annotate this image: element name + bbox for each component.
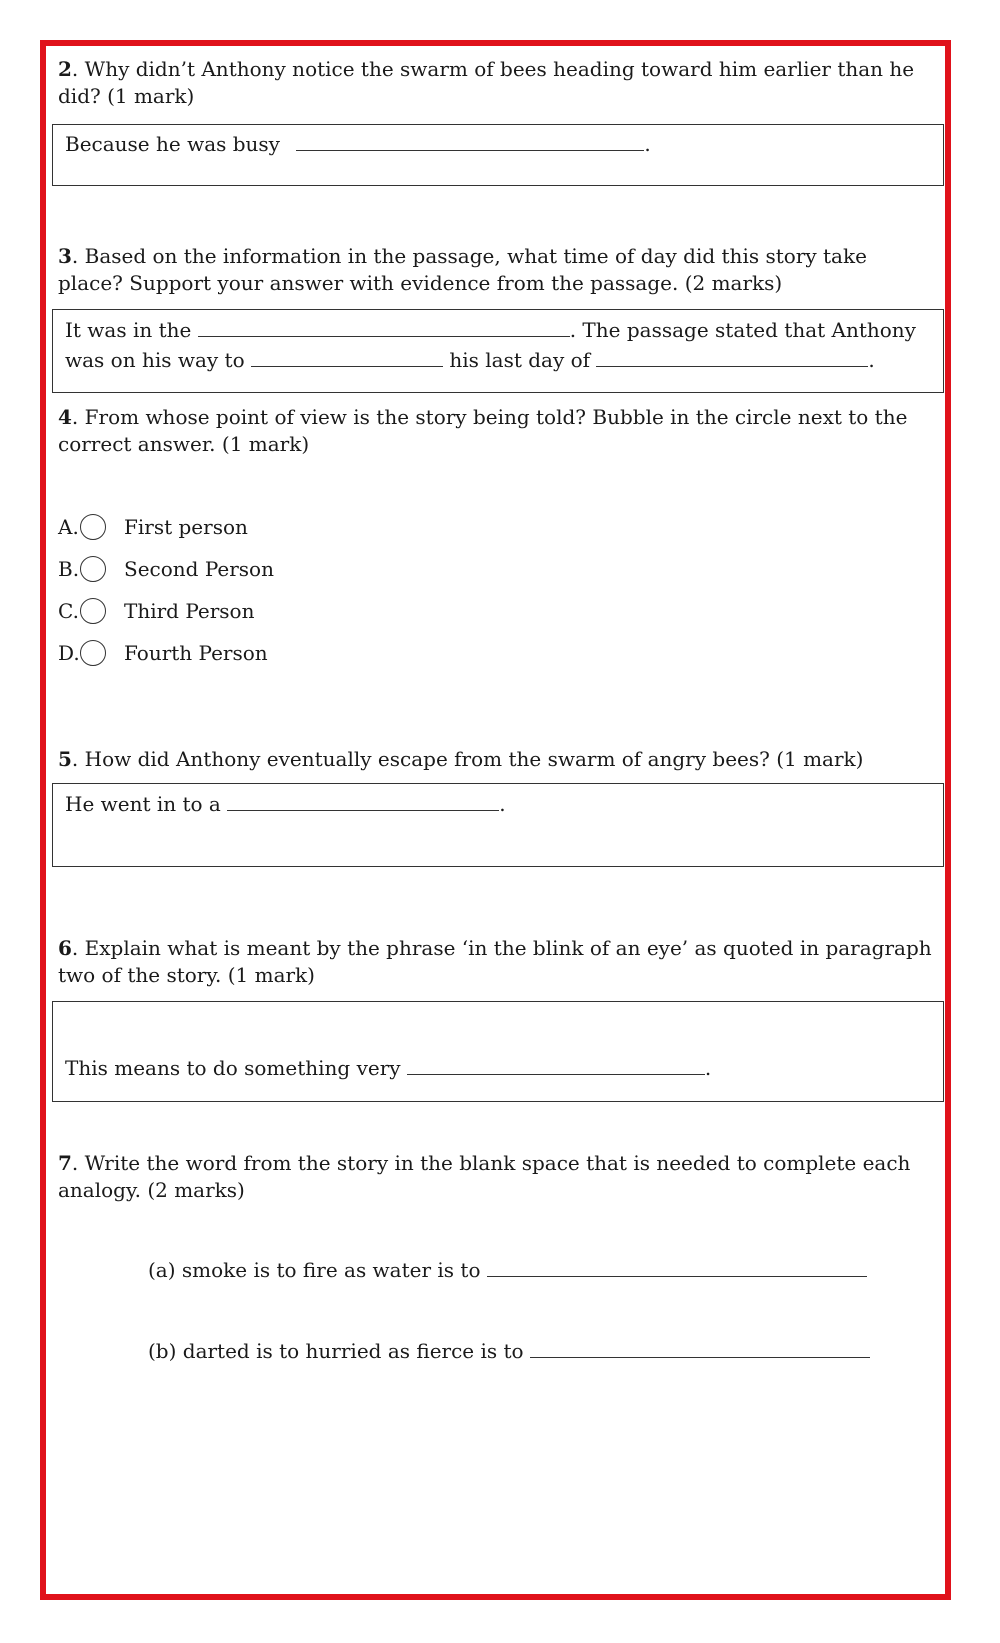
question-4 bbox=[58, 404, 948, 458]
option-d[interactable] bbox=[58, 638, 268, 668]
option-b-label: Second Person bbox=[124, 557, 274, 581]
analogy-b bbox=[148, 1339, 870, 1363]
answer-3-line1-prefix: It was in the bbox=[65, 318, 192, 342]
option-b-bubble[interactable] bbox=[80, 556, 106, 582]
answer-box-3[interactable] bbox=[52, 309, 944, 393]
question-3 bbox=[58, 243, 938, 297]
option-d-label: Fourth Person bbox=[124, 641, 268, 665]
option-c[interactable] bbox=[58, 596, 254, 626]
option-a-letter: A. bbox=[58, 515, 79, 539]
answer-3-line2-prefix: was on his way to bbox=[65, 348, 245, 372]
option-b-letter: B. bbox=[58, 557, 80, 581]
answer-5-prefix: He went in to a bbox=[65, 792, 221, 816]
question-2-number: 2 bbox=[58, 57, 72, 81]
answer-3-blank-destination[interactable] bbox=[251, 348, 443, 367]
question-6-number: 6 bbox=[58, 936, 72, 960]
question-6 bbox=[58, 935, 938, 989]
option-d-bubble[interactable] bbox=[80, 640, 106, 666]
analogy-a-text: (a) smoke is to fire as water is to bbox=[148, 1258, 481, 1282]
option-a-label: First person bbox=[124, 515, 248, 539]
option-c-bubble[interactable] bbox=[80, 598, 106, 624]
question-6-text: . Explain what is meant by the phrase ‘in the blink of an eye’ as quoted in paragraph two of the story. (1 mark) bbox=[58, 936, 932, 987]
answer-2-suffix: . bbox=[644, 132, 651, 156]
question-5-number: 5 bbox=[58, 747, 72, 771]
answer-box-5[interactable] bbox=[52, 783, 944, 867]
answer-box-2[interactable] bbox=[52, 124, 944, 186]
answer-5-suffix: . bbox=[499, 792, 506, 816]
answer-6-blank[interactable] bbox=[407, 1056, 705, 1075]
question-7-text: . Write the word from the story in the blank space that is needed to complete each analogy. (2 marks) bbox=[58, 1151, 911, 1202]
question-4-number: 4 bbox=[58, 405, 72, 429]
analogy-b-blank[interactable] bbox=[530, 1339, 870, 1358]
answer-3-line1-suffix: . The passage stated that Anthony bbox=[569, 318, 916, 342]
answer-box-6[interactable] bbox=[52, 1001, 944, 1102]
answer-6-suffix: . bbox=[704, 1056, 712, 1080]
question-7 bbox=[58, 1150, 938, 1204]
answer-3-line2-suffix: . bbox=[868, 348, 875, 372]
option-c-label: Third Person bbox=[124, 599, 255, 623]
question-3-number: 3 bbox=[58, 244, 72, 268]
option-a-bubble[interactable] bbox=[80, 514, 106, 540]
option-b[interactable] bbox=[58, 554, 274, 584]
question-2-text: . Why didn’t Anthony notice the swarm of bees heading toward him earlier than he did? (1 mark) bbox=[58, 57, 915, 108]
option-d-letter: D. bbox=[58, 641, 80, 665]
option-c-letter: C. bbox=[58, 599, 79, 623]
question-3-text: . Based on the information in the passage, what time of day did this story take place? Support your answer with evidence from the passage. (2 marks) bbox=[58, 244, 867, 295]
question-2 bbox=[58, 56, 938, 110]
analogy-b-text: (b) darted is to hurried as fierce is to bbox=[148, 1339, 524, 1363]
question-5-text: . How did Anthony eventually escape from the swarm of angry bees? (1 mark) bbox=[71, 747, 864, 771]
option-a[interactable] bbox=[58, 512, 248, 542]
answer-2-blank[interactable] bbox=[296, 132, 644, 151]
question-4-text: . From whose point of view is the story being told? Bubble in the circle next to the correct answer. (1 mark) bbox=[58, 405, 908, 456]
answer-3-line2-middle: his last day of bbox=[449, 348, 591, 372]
answer-2-prefix: Because he was busy bbox=[65, 132, 280, 156]
answer-6-prefix: This means to do something very bbox=[65, 1056, 401, 1080]
answer-3-blank-time[interactable] bbox=[198, 318, 570, 337]
answer-3-blank-last-day[interactable] bbox=[596, 348, 868, 367]
question-5 bbox=[58, 746, 938, 773]
analogy-a bbox=[148, 1258, 867, 1282]
answer-5-blank[interactable] bbox=[227, 792, 499, 811]
analogy-a-blank[interactable] bbox=[487, 1258, 867, 1277]
question-7-number: 7 bbox=[58, 1151, 72, 1175]
